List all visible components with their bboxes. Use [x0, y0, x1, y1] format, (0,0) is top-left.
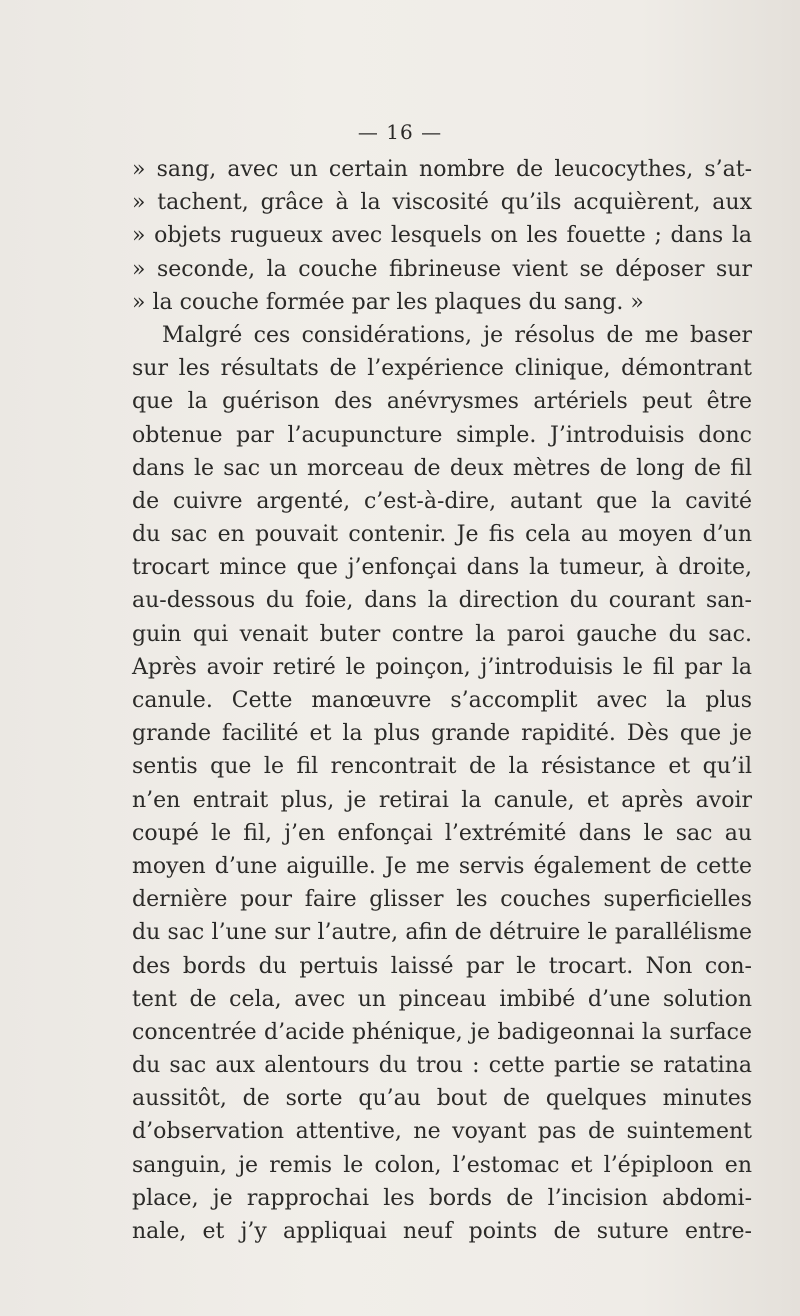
text-line: Après avoir retiré le poinçon, j’introduisis le fil par la	[132, 654, 752, 680]
text-line: que la guérison des anévrysmes artériels peut être	[132, 389, 752, 415]
text-line: » objets rugueux avec lesquels on les fouette ; dans la	[132, 223, 752, 249]
text-line: concentrée d’acide phénique, je badigeonnai la surface	[132, 1019, 752, 1045]
text-line: sentis que le fil rencontrait de la résistance et qu’il	[132, 754, 752, 780]
text-line: trocart mince que j’enfonçai dans la tumeur, à droite,	[132, 555, 752, 581]
text-line: canule. Cette manœuvre s’accomplit avec la plus	[132, 688, 752, 713]
page-number: — 16 —	[357, 120, 443, 144]
text-line: guin qui venait buter contre la paroi gauche du sac.	[132, 621, 752, 647]
text-line: Malgré ces considérations, je résolus de me baser	[162, 322, 752, 348]
text-line: d’observation attentive, ne voyant pas de suintement	[132, 1119, 752, 1145]
text-line: grande facilité et la plus grande rapidité. Dès que je	[132, 721, 752, 747]
text-line: aussitôt, de sorte qu’au bout de quelques minutes	[132, 1086, 752, 1112]
text-line: n’en entrait plus, je retirai la canule, et après avoir	[132, 787, 752, 813]
text-line: place, je rapprochai les bords de l’incision abdomi-	[132, 1185, 752, 1211]
text-line: moyen d’une aiguille. Je me servis également de cette	[132, 853, 752, 879]
text-line: au-dessous du foie, dans la direction du courant san-	[132, 588, 752, 614]
text-line: du sac en pouvait contenir. Je fis cela au moyen d’un	[132, 522, 752, 548]
text-line: tent de cela, avec un pinceau imbibé d’une solution	[132, 986, 752, 1012]
text-line: » sang, avec un certain nombre de leucocythes, s’at-	[132, 157, 752, 182]
text-line: sur les résultats de l’expérience clinique, démontrant	[132, 356, 752, 382]
text-line: nale, et j’y appliquai neuf points de suture entre-	[132, 1219, 752, 1244]
text-line: sanguin, je remis le colon, l’estomac et l’épiploon en	[132, 1152, 752, 1178]
text-line: coupé le fil, j’en enfonçai l’extrémité dans le sac au	[132, 820, 752, 846]
text-line: du sac aux alentours du trou : cette partie se ratatina	[132, 1053, 752, 1079]
text-line: obtenue par l’acupuncture simple. J’introduisis donc	[132, 422, 752, 448]
text-line: dernière pour faire glisser les couches superficielles	[132, 887, 752, 913]
text-line: » seconde, la couche fibrineuse vient se déposer sur	[132, 256, 752, 282]
text-line: du sac l’une sur l’autre, afin de détruire le parallélisme	[132, 920, 752, 946]
body-text	[132, 153, 752, 1248]
text-line: dans le sac un morceau de deux mètres de long de fil	[132, 455, 752, 481]
text-line: de cuivre argenté, c’est-à-dire, autant que la cavité	[132, 488, 752, 514]
text-line: des bords du pertuis laissé par le trocart. Non con-	[132, 953, 752, 979]
text-line: » tachent, grâce à la viscosité qu’ils acquièrent, aux	[132, 190, 752, 216]
text-line: » la couche formée par les plaques du sang. »	[132, 289, 644, 315]
